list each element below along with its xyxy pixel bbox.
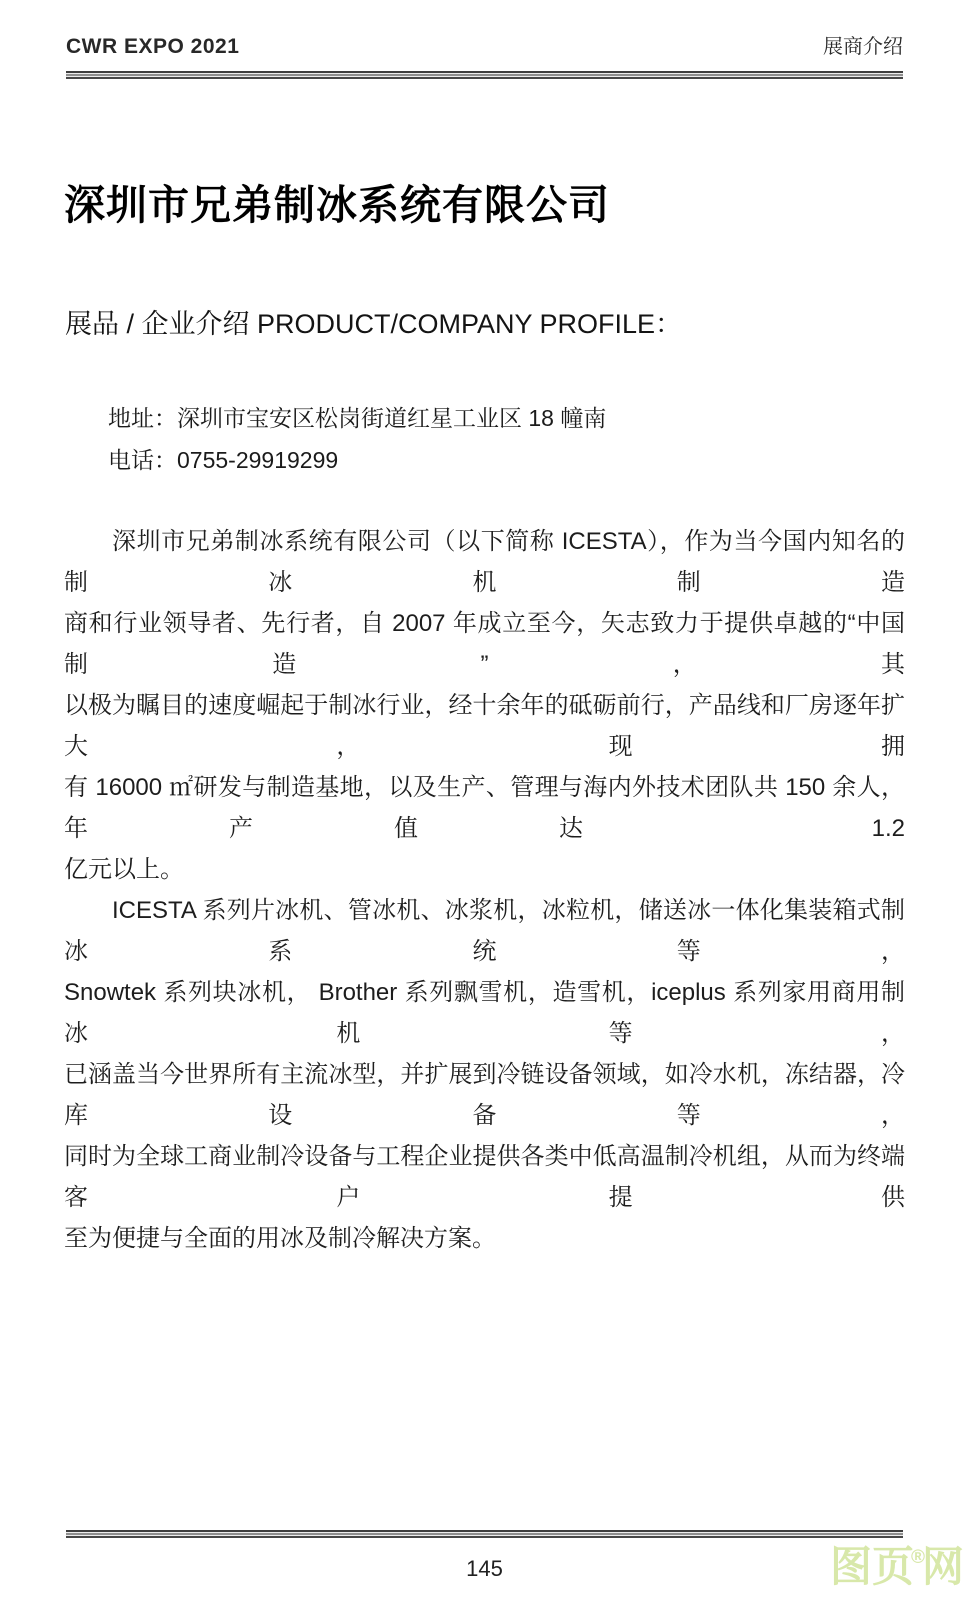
paragraph-line: 亿元以上。 — [64, 856, 184, 883]
paragraph-line: 有 16000 ㎡研发与制造基地，以及生产、管理与海内外技术团队共 150 余人，年产值达 1.2 — [64, 774, 905, 842]
expo-brand-text: CWR EXPO 2021 — [66, 35, 240, 58]
watermark-text-right: 网 — [921, 1543, 964, 1590]
phone-line — [108, 439, 606, 481]
company-title: 深圳市兄弟制冰系统有限公司 — [64, 182, 610, 228]
paragraph-line: 深圳市兄弟制冰系统有限公司（以下简称 ICESTA），作为当今国内知名的制冰机制造 — [64, 528, 905, 596]
page-header — [66, 30, 903, 59]
paragraph-line: 已涵盖当今世界所有主流冰型，并扩展到冷链设备领域，如冷水机，冻结器，冷库设备等， — [64, 1061, 905, 1129]
paragraph-line: 以极为瞩目的速度崛起于制冰行业，经十余年的砥砺前行，产品线和厂房逐年扩大，现拥 — [64, 692, 905, 760]
contact-block — [108, 397, 606, 481]
profile-paragraph-2 — [64, 890, 905, 1259]
profile-section-heading: 展品 / 企业介绍 PRODUCT/COMPANY PROFILE： — [65, 309, 683, 339]
watermark-text-left: 图页 — [829, 1543, 914, 1590]
watermark-logo — [829, 1543, 964, 1590]
phone-label: 电话： — [108, 447, 177, 473]
address-line — [108, 397, 606, 439]
header-divider-rule — [66, 71, 903, 79]
paragraph-line: 商和行业领导者、先行者，自 2007 年成立至今，矢志致力于提供卓越的“中国制造”，其 — [64, 610, 905, 678]
address-value: 深圳市宝安区松岗街道红星工业区 18 幢南 — [177, 405, 607, 431]
company-profile-text — [64, 521, 905, 1259]
profile-paragraph-1 — [64, 521, 905, 890]
paragraph-line: ICESTA 系列片冰机、管冰机、冰浆机，冰粒机，储送冰一体化集装箱式制冰系统等， — [64, 897, 905, 965]
paragraph-line: 同时为全球工商业制冷设备与工程企业提供各类中低高温制冷机组，从而为终端客户提供 — [64, 1143, 905, 1211]
footer-divider-rule — [66, 1530, 903, 1538]
registered-mark-icon: ® — [910, 1547, 925, 1568]
header-section-label: 展商介绍 — [823, 36, 903, 58]
address-label: 地址： — [108, 405, 177, 431]
page-number: 145 — [466, 1556, 503, 1581]
paragraph-line: Snowtek 系列块冰机， Brother 系列飘雪机，造雪机，iceplus 系列家用商用制冰机等， — [64, 979, 905, 1047]
phone-value: 0755-29919299 — [177, 447, 339, 473]
paragraph-line: 至为便捷与全面的用冰及制冷解决方案。 — [64, 1225, 496, 1252]
